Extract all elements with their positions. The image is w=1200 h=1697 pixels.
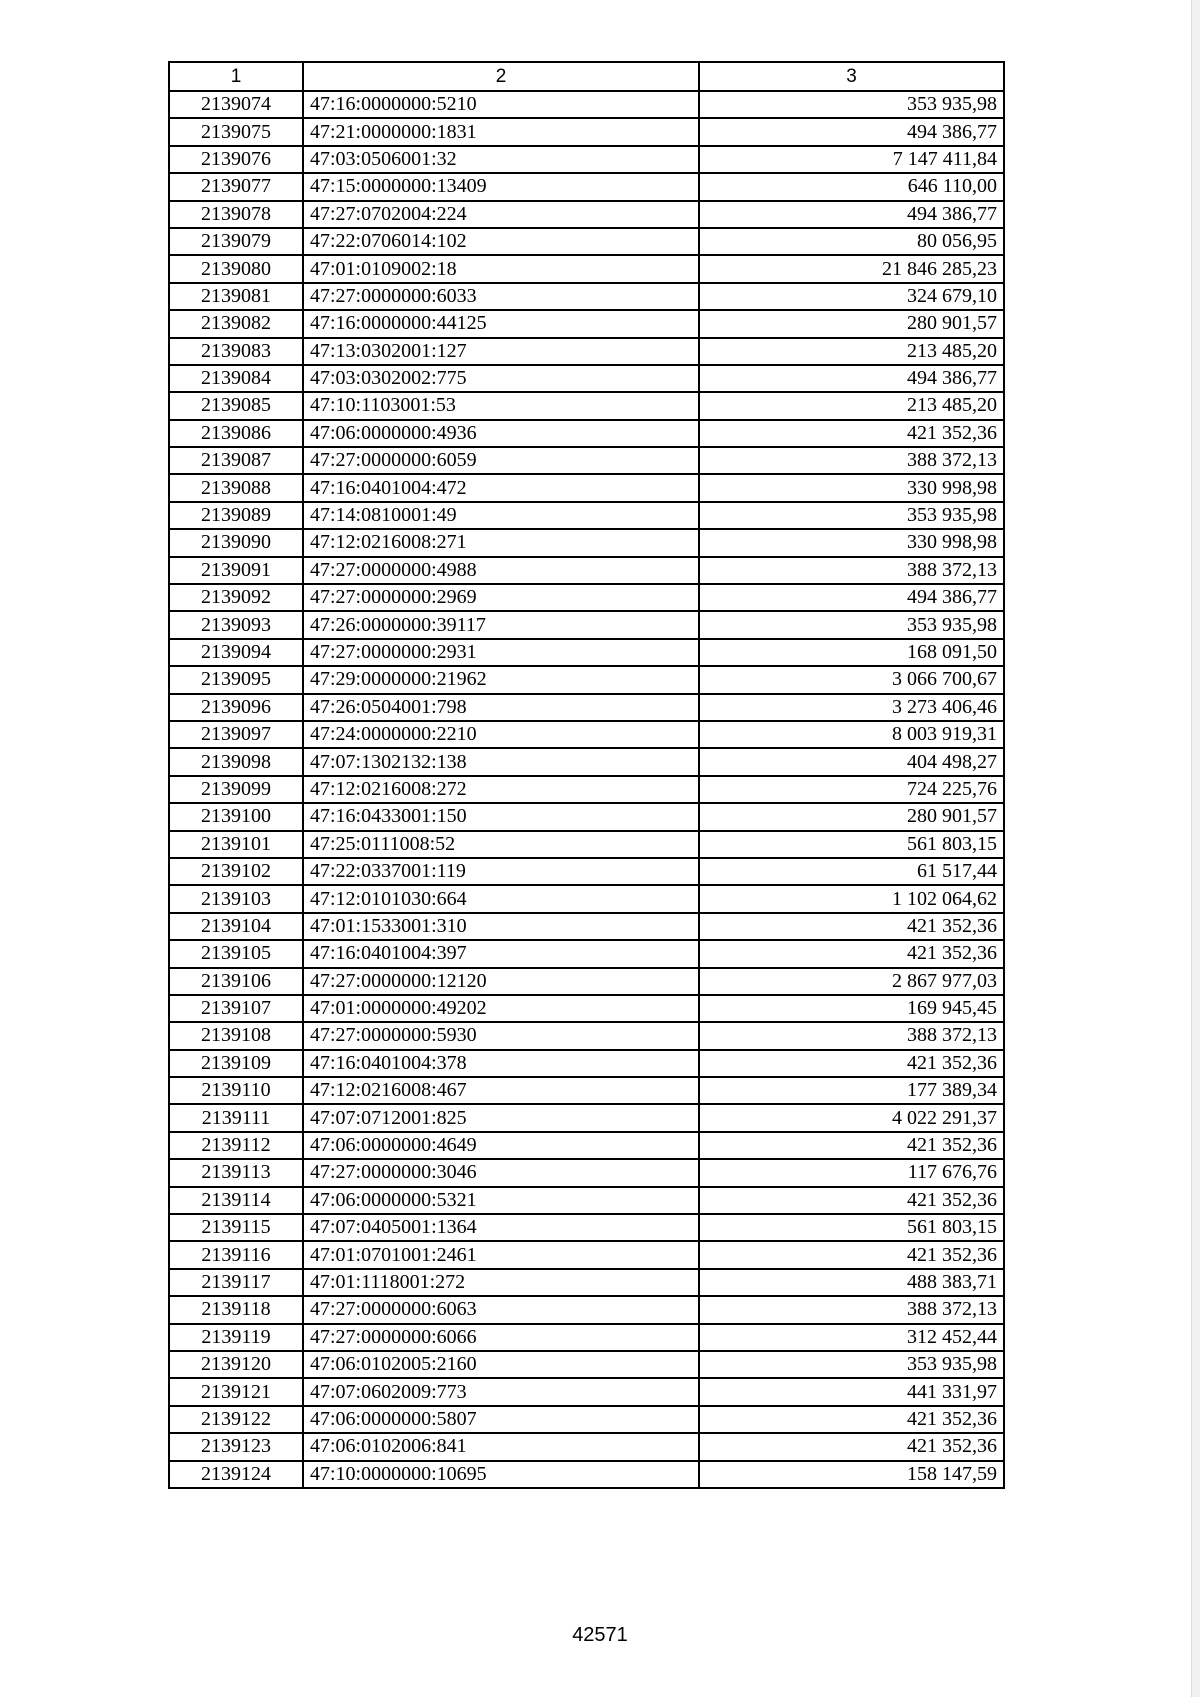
cadastral-number-cell: 47:27:0000000:4988: [303, 557, 699, 584]
cadastral-number-cell: 47:16:0000000:44125: [303, 310, 699, 337]
row-number-cell: 2139115: [169, 1214, 303, 1241]
table-row: [169, 392, 1004, 419]
table-row: [169, 1104, 1004, 1131]
value-cell: 421 352,36: [699, 913, 1004, 940]
value-cell: 3 273 406,46: [699, 694, 1004, 721]
value-cell: 353 935,98: [699, 611, 1004, 638]
value-cell: 388 372,13: [699, 1296, 1004, 1323]
table-row: [169, 940, 1004, 967]
cadastral-number-cell: 47:27:0000000:5930: [303, 1022, 699, 1049]
row-number-cell: 2139082: [169, 310, 303, 337]
row-number-cell: 2139113: [169, 1159, 303, 1186]
row-number-cell: 2139110: [169, 1077, 303, 1104]
cadastral-number-cell: 47:27:0000000:3046: [303, 1159, 699, 1186]
value-cell: 353 935,98: [699, 1351, 1004, 1378]
header-col-3: 3: [699, 62, 1004, 91]
row-number-cell: 2139076: [169, 146, 303, 173]
value-cell: 169 945,45: [699, 995, 1004, 1022]
table-row: [169, 803, 1004, 830]
row-number-cell: 2139092: [169, 584, 303, 611]
table-row: [169, 173, 1004, 200]
table-row: [169, 255, 1004, 282]
table-row: [169, 1351, 1004, 1378]
cadastral-number-cell: 47:12:0216008:271: [303, 529, 699, 556]
value-cell: 421 352,36: [699, 1132, 1004, 1159]
row-number-cell: 2139097: [169, 721, 303, 748]
cadastral-number-cell: 47:03:0506001:32: [303, 146, 699, 173]
cadastral-number-cell: 47:22:0337001:119: [303, 858, 699, 885]
table-row: [169, 228, 1004, 255]
cadastral-number-cell: 47:27:0702004:224: [303, 201, 699, 228]
cadastral-number-cell: 47:01:1118001:272: [303, 1269, 699, 1296]
cadastral-number-cell: 47:06:0000000:4649: [303, 1132, 699, 1159]
row-number-cell: 2139102: [169, 858, 303, 885]
table-row: [169, 310, 1004, 337]
value-cell: 280 901,57: [699, 310, 1004, 337]
value-cell: 80 056,95: [699, 228, 1004, 255]
value-cell: 1 102 064,62: [699, 885, 1004, 912]
cadastral-number-cell: 47:10:0000000:10695: [303, 1461, 699, 1488]
value-cell: 388 372,13: [699, 447, 1004, 474]
cadastral-number-cell: 47:07:1302132:138: [303, 748, 699, 775]
row-number-cell: 2139109: [169, 1050, 303, 1077]
table-row: [169, 968, 1004, 995]
table-row: [169, 1214, 1004, 1241]
row-number-cell: 2139083: [169, 338, 303, 365]
table-row: [169, 858, 1004, 885]
row-number-cell: 2139121: [169, 1378, 303, 1405]
table-row: [169, 1406, 1004, 1433]
value-cell: 388 372,13: [699, 557, 1004, 584]
value-cell: 61 517,44: [699, 858, 1004, 885]
row-number-cell: 2139087: [169, 447, 303, 474]
cadastral-number-cell: 47:10:1103001:53: [303, 392, 699, 419]
row-number-cell: 2139077: [169, 173, 303, 200]
row-number-cell: 2139103: [169, 885, 303, 912]
table-row: [169, 913, 1004, 940]
table-row: [169, 146, 1004, 173]
cadastral-number-cell: 47:01:0000000:49202: [303, 995, 699, 1022]
value-cell: 421 352,36: [699, 1050, 1004, 1077]
row-number-cell: 2139112: [169, 1132, 303, 1159]
cadastral-number-cell: 47:16:0401004:472: [303, 474, 699, 501]
row-number-cell: 2139108: [169, 1022, 303, 1049]
cadastral-number-cell: 47:26:0000000:39117: [303, 611, 699, 638]
row-number-cell: 2139104: [169, 913, 303, 940]
table-row: [169, 995, 1004, 1022]
table-row: [169, 611, 1004, 638]
value-cell: 177 389,34: [699, 1077, 1004, 1104]
cadastral-number-cell: 47:03:0302002:775: [303, 365, 699, 392]
header-row: [169, 62, 1004, 91]
cadastral-number-cell: 47:12:0216008:272: [303, 776, 699, 803]
cadastral-number-cell: 47:15:0000000:13409: [303, 173, 699, 200]
cadastral-number-cell: 47:29:0000000:21962: [303, 666, 699, 693]
value-cell: 312 452,44: [699, 1324, 1004, 1351]
row-number-cell: 2139123: [169, 1433, 303, 1460]
cadastral-number-cell: 47:12:0101030:664: [303, 885, 699, 912]
row-number-cell: 2139080: [169, 255, 303, 282]
value-cell: 421 352,36: [699, 1187, 1004, 1214]
value-cell: 353 935,98: [699, 502, 1004, 529]
cadastral-number-cell: 47:27:0000000:12120: [303, 968, 699, 995]
cadastral-number-cell: 47:12:0216008:467: [303, 1077, 699, 1104]
value-cell: 421 352,36: [699, 940, 1004, 967]
table-row: [169, 1159, 1004, 1186]
table-row: [169, 1022, 1004, 1049]
table-row: [169, 885, 1004, 912]
table-row: [169, 721, 1004, 748]
row-number-cell: 2139095: [169, 666, 303, 693]
cadastral-number-cell: 47:01:1533001:310: [303, 913, 699, 940]
table-row: [169, 776, 1004, 803]
cadastral-number-cell: 47:27:0000000:6033: [303, 283, 699, 310]
table-row: [169, 831, 1004, 858]
cadastral-number-cell: 47:16:0000000:5210: [303, 91, 699, 118]
table-row: [169, 474, 1004, 501]
table-row: [169, 502, 1004, 529]
cadastral-number-cell: 47:06:0102005:2160: [303, 1351, 699, 1378]
cadastral-number-cell: 47:22:0706014:102: [303, 228, 699, 255]
cadastral-number-cell: 47:21:0000000:1831: [303, 118, 699, 145]
row-number-cell: 2139078: [169, 201, 303, 228]
table-row: [169, 1241, 1004, 1268]
cadastral-number-cell: 47:24:0000000:2210: [303, 721, 699, 748]
cadastral-number-cell: 47:25:0111008:52: [303, 831, 699, 858]
table-row: [169, 1324, 1004, 1351]
row-number-cell: 2139084: [169, 365, 303, 392]
row-number-cell: 2139116: [169, 1241, 303, 1268]
table-row: [169, 1077, 1004, 1104]
value-cell: 353 935,98: [699, 91, 1004, 118]
value-cell: 21 846 285,23: [699, 255, 1004, 282]
value-cell: 421 352,36: [699, 1406, 1004, 1433]
row-number-cell: 2139106: [169, 968, 303, 995]
row-number-cell: 2139101: [169, 831, 303, 858]
value-cell: 324 679,10: [699, 283, 1004, 310]
value-cell: 213 485,20: [699, 338, 1004, 365]
value-cell: 646 110,00: [699, 173, 1004, 200]
value-cell: 421 352,36: [699, 1433, 1004, 1460]
row-number-cell: 2139124: [169, 1461, 303, 1488]
row-number-cell: 2139094: [169, 639, 303, 666]
row-number-cell: 2139117: [169, 1269, 303, 1296]
value-cell: 388 372,13: [699, 1022, 1004, 1049]
value-cell: 561 803,15: [699, 1214, 1004, 1241]
value-cell: 330 998,98: [699, 474, 1004, 501]
row-number-cell: 2139089: [169, 502, 303, 529]
table-row: [169, 118, 1004, 145]
cadastral-number-cell: 47:27:0000000:2931: [303, 639, 699, 666]
row-number-cell: 2139114: [169, 1187, 303, 1214]
row-number-cell: 2139099: [169, 776, 303, 803]
value-cell: 8 003 919,31: [699, 721, 1004, 748]
table-row: [169, 529, 1004, 556]
row-number-cell: 2139122: [169, 1406, 303, 1433]
row-number-cell: 2139111: [169, 1104, 303, 1131]
cadastral-number-cell: 47:07:0405001:1364: [303, 1214, 699, 1241]
cadastral-number-cell: 47:06:0000000:4936: [303, 420, 699, 447]
row-number-cell: 2139118: [169, 1296, 303, 1323]
page-edge: [1191, 0, 1200, 1697]
cadastral-value-table: [168, 61, 1005, 1489]
value-cell: 494 386,77: [699, 365, 1004, 392]
table-row: [169, 1296, 1004, 1323]
row-number-cell: 2139090: [169, 529, 303, 556]
cadastral-number-cell: 47:16:0401004:378: [303, 1050, 699, 1077]
row-number-cell: 2139098: [169, 748, 303, 775]
value-cell: 494 386,77: [699, 584, 1004, 611]
table-row: [169, 91, 1004, 118]
value-cell: 168 091,50: [699, 639, 1004, 666]
table-row: [169, 1132, 1004, 1159]
value-cell: 3 066 700,67: [699, 666, 1004, 693]
value-cell: 330 998,98: [699, 529, 1004, 556]
value-cell: 117 676,76: [699, 1159, 1004, 1186]
value-cell: 724 225,76: [699, 776, 1004, 803]
page-number: 42571: [572, 1624, 628, 1646]
value-cell: 421 352,36: [699, 420, 1004, 447]
table-row: [169, 365, 1004, 392]
table-row: [169, 557, 1004, 584]
value-cell: 7 147 411,84: [699, 146, 1004, 173]
cadastral-number-cell: 47:06:0000000:5321: [303, 1187, 699, 1214]
row-number-cell: 2139074: [169, 91, 303, 118]
table-row: [169, 1050, 1004, 1077]
row-number-cell: 2139100: [169, 803, 303, 830]
table-row: [169, 584, 1004, 611]
value-cell: 2 867 977,03: [699, 968, 1004, 995]
row-number-cell: 2139105: [169, 940, 303, 967]
value-cell: 561 803,15: [699, 831, 1004, 858]
table-row: [169, 1269, 1004, 1296]
table-row: [169, 1378, 1004, 1405]
cadastral-number-cell: 47:06:0102006:841: [303, 1433, 699, 1460]
table-row: [169, 666, 1004, 693]
row-number-cell: 2139086: [169, 420, 303, 447]
cadastral-number-cell: 47:27:0000000:6059: [303, 447, 699, 474]
value-cell: 488 383,71: [699, 1269, 1004, 1296]
table-row: [169, 420, 1004, 447]
table-row: [169, 283, 1004, 310]
cadastral-number-cell: 47:16:0433001:150: [303, 803, 699, 830]
row-number-cell: 2139088: [169, 474, 303, 501]
value-cell: 494 386,77: [699, 118, 1004, 145]
value-cell: 421 352,36: [699, 1241, 1004, 1268]
value-cell: 280 901,57: [699, 803, 1004, 830]
table-row: [169, 201, 1004, 228]
table-row: [169, 639, 1004, 666]
header-col-2: 2: [303, 62, 699, 91]
cadastral-number-cell: 47:27:0000000:6063: [303, 1296, 699, 1323]
cadastral-number-cell: 47:01:0109002:18: [303, 255, 699, 282]
row-number-cell: 2139107: [169, 995, 303, 1022]
cadastral-number-cell: 47:26:0504001:798: [303, 694, 699, 721]
value-cell: 158 147,59: [699, 1461, 1004, 1488]
cadastral-number-cell: 47:07:0602009:773: [303, 1378, 699, 1405]
value-cell: 441 331,97: [699, 1378, 1004, 1405]
row-number-cell: 2139120: [169, 1351, 303, 1378]
value-cell: 4 022 291,37: [699, 1104, 1004, 1131]
row-number-cell: 2139119: [169, 1324, 303, 1351]
table-header: [169, 62, 1004, 91]
table-row: [169, 694, 1004, 721]
table-row: [169, 1433, 1004, 1460]
cadastral-number-cell: 47:01:0701001:2461: [303, 1241, 699, 1268]
row-number-cell: 2139081: [169, 283, 303, 310]
header-col-1: 1: [169, 62, 303, 91]
table-body: [169, 91, 1004, 1488]
row-number-cell: 2139096: [169, 694, 303, 721]
cadastral-number-cell: 47:16:0401004:397: [303, 940, 699, 967]
table-row: [169, 447, 1004, 474]
cadastral-number-cell: 47:14:0810001:49: [303, 502, 699, 529]
row-number-cell: 2139093: [169, 611, 303, 638]
table-row: [169, 338, 1004, 365]
row-number-cell: 2139079: [169, 228, 303, 255]
table-row: [169, 1187, 1004, 1214]
cadastral-number-cell: 47:06:0000000:5807: [303, 1406, 699, 1433]
cadastral-number-cell: 47:27:0000000:6066: [303, 1324, 699, 1351]
cadastral-number-cell: 47:13:0302001:127: [303, 338, 699, 365]
value-cell: 494 386,77: [699, 201, 1004, 228]
cadastral-number-cell: 47:07:0712001:825: [303, 1104, 699, 1131]
table-row: [169, 748, 1004, 775]
row-number-cell: 2139075: [169, 118, 303, 145]
cadastral-number-cell: 47:27:0000000:2969: [303, 584, 699, 611]
value-cell: 404 498,27: [699, 748, 1004, 775]
table-row: [169, 1461, 1004, 1488]
row-number-cell: 2139085: [169, 392, 303, 419]
value-cell: 213 485,20: [699, 392, 1004, 419]
row-number-cell: 2139091: [169, 557, 303, 584]
